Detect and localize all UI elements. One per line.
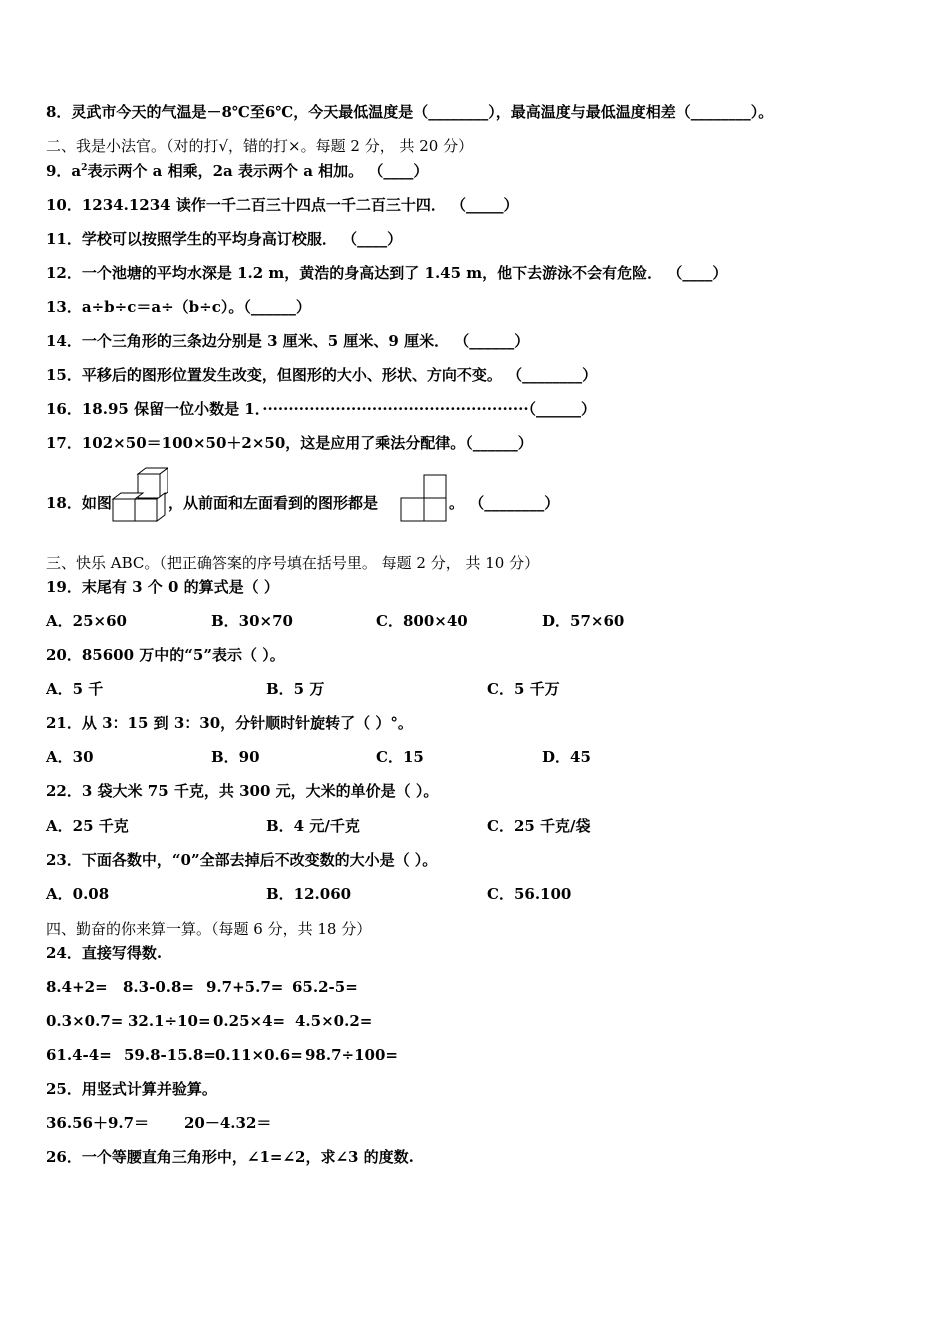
q19-option-a: A．25×60 (46, 612, 127, 630)
q21-option-b: B．90 (211, 748, 260, 766)
q21-option-c: C．15 (376, 748, 424, 766)
q23-option-c: C．56.100 (487, 885, 572, 903)
q19-option-b: B．30×70 (211, 612, 293, 630)
q24-r1-item-3: 9.7+5.7= (206, 978, 284, 996)
question-19: 19．末尾有 3 个 0 的算式是（ ） (46, 578, 279, 596)
q24-r2-item-1: 0.3×0.7= (46, 1012, 124, 1030)
question-20: 20．85600 万中的“5”表示（ ）。 (46, 646, 285, 664)
q9-exponent: 2 (81, 163, 88, 173)
q24-row-2 (46, 1011, 906, 1031)
q24-r1-item-1: 8.4+2= (46, 978, 108, 996)
q22-options (46, 816, 906, 836)
q24-r3-item-2: 59.8-15.8= (124, 1046, 216, 1064)
question-26: 26．一个等腰直角三角形中，∠1=∠2，求∠3 的度数. (46, 1148, 414, 1166)
q25-item-1: 36.56＋9.7＝ (46, 1114, 150, 1132)
cube-stack-figure (110, 466, 168, 522)
question-18-part2: ，从前面和左面看到的图形都是 (168, 494, 379, 512)
question-25: 25．用竖式计算并验算。 (46, 1080, 217, 1098)
question-18-part3: 。 （________） (449, 494, 560, 512)
q25-item-2: 20－4.32＝ (184, 1114, 272, 1132)
section-4-title: 四、勤奋的你来算一算。（每题 6 分，共 18 分） (46, 920, 372, 938)
q21-options (46, 747, 906, 767)
q22-option-c: C．25 千克/袋 (487, 817, 591, 835)
question-22: 22．3 袋大米 75 千克，共 300 元，大米的单价是（ ）。 (46, 782, 439, 800)
q24-r1-item-2: 8.3-0.8= (123, 978, 194, 996)
q24-r2-item-3: 0.25×4= (213, 1012, 286, 1030)
q19-options (46, 611, 906, 631)
question-17: 17．102×50＝100×50＋2×50，这是应用了乘法分配律。（______） (46, 434, 533, 452)
view-shape-figure (400, 474, 448, 522)
q24-r3-item-4: 98.7÷100= (305, 1046, 398, 1064)
q20-options (46, 679, 906, 699)
q21-option-a: A．30 (46, 748, 94, 766)
question-14: 14．一个三角形的三条边分别是 3 厘米、5 厘米、9 厘米． （______） (46, 332, 530, 350)
q20-option-c: C．5 千万 (487, 680, 560, 698)
question-16: 16．18.95 保留一位小数是 1．···················································（______） (46, 400, 597, 418)
question-15: 15．平移后的图形位置发生改变，但图形的大小、形状、方向不变。 （________） (46, 366, 598, 384)
q23-option-a: A．0.08 (46, 885, 110, 903)
q24-row-1 (46, 977, 906, 997)
q24-r3-item-3: 0.11×0.6= (215, 1046, 303, 1064)
q24-r2-item-4: 4.5×0.2= (295, 1012, 373, 1030)
q20-option-a: A．5 千 (46, 680, 104, 698)
question-21: 21．从 3：15 到 3：30，分针顺时针旋转了（ ）°。 (46, 714, 413, 732)
section-3-title: 三、快乐 ABC。（把正确答案的序号填在括号里。 每题 2 分， 共 10 分） (46, 554, 540, 572)
question-12: 12．一个池塘的平均水深是 1.2 m，黄浩的身高达到了 1.45 m，他下去游泳不会有危险． （____） (46, 264, 728, 282)
q9-suffix: 表示两个 a 相乘，2a 表示两个 a 相加。 （____） (87, 162, 429, 180)
q25-items (46, 1113, 906, 1133)
q20-option-b: B．5 万 (266, 680, 325, 698)
q24-row-3 (46, 1045, 906, 1065)
q24-r2-item-2: 32.1÷10= (128, 1012, 211, 1030)
section-2-title: 二、我是小法官。（对的打√，错的打×。每题 2 分， 共 20 分） (46, 137, 474, 155)
question-9 (46, 161, 428, 181)
question-13: 13．a÷b÷c＝a÷（b÷c）。（______） (46, 298, 311, 316)
q22-option-a: A．25 千克 (46, 817, 129, 835)
q22-option-b: B．4 元/千克 (266, 817, 360, 835)
q23-option-b: B．12.060 (266, 885, 352, 903)
q19-option-c: C．800×40 (376, 612, 468, 630)
question-8: 8．灵武市今天的气温是－8℃至6℃，今天最低温度是（________），最高温度与最低温度相差（________）。 (46, 103, 774, 121)
q21-option-d: D．45 (542, 748, 591, 766)
question-24: 24．直接写得数. (46, 944, 163, 962)
question-11: 11．学校可以按照学生的平均身高订校服． （____） (46, 230, 403, 248)
q19-option-d: D．57×60 (542, 612, 625, 630)
q23-options (46, 884, 906, 904)
question-10: 10．1234.1234 读作一千二百三十四点一千二百三十四． （_____） (46, 196, 519, 214)
q9-prefix: 9．a (46, 162, 82, 180)
q24-r3-item-1: 61.4-4= (46, 1046, 112, 1064)
q24-r1-item-4: 65.2-5= (292, 978, 358, 996)
question-18-part1: 18．如图 (46, 494, 112, 512)
question-23: 23．下面各数中，“0”全部去掉后不改变数的大小是（ ）。 (46, 851, 438, 869)
